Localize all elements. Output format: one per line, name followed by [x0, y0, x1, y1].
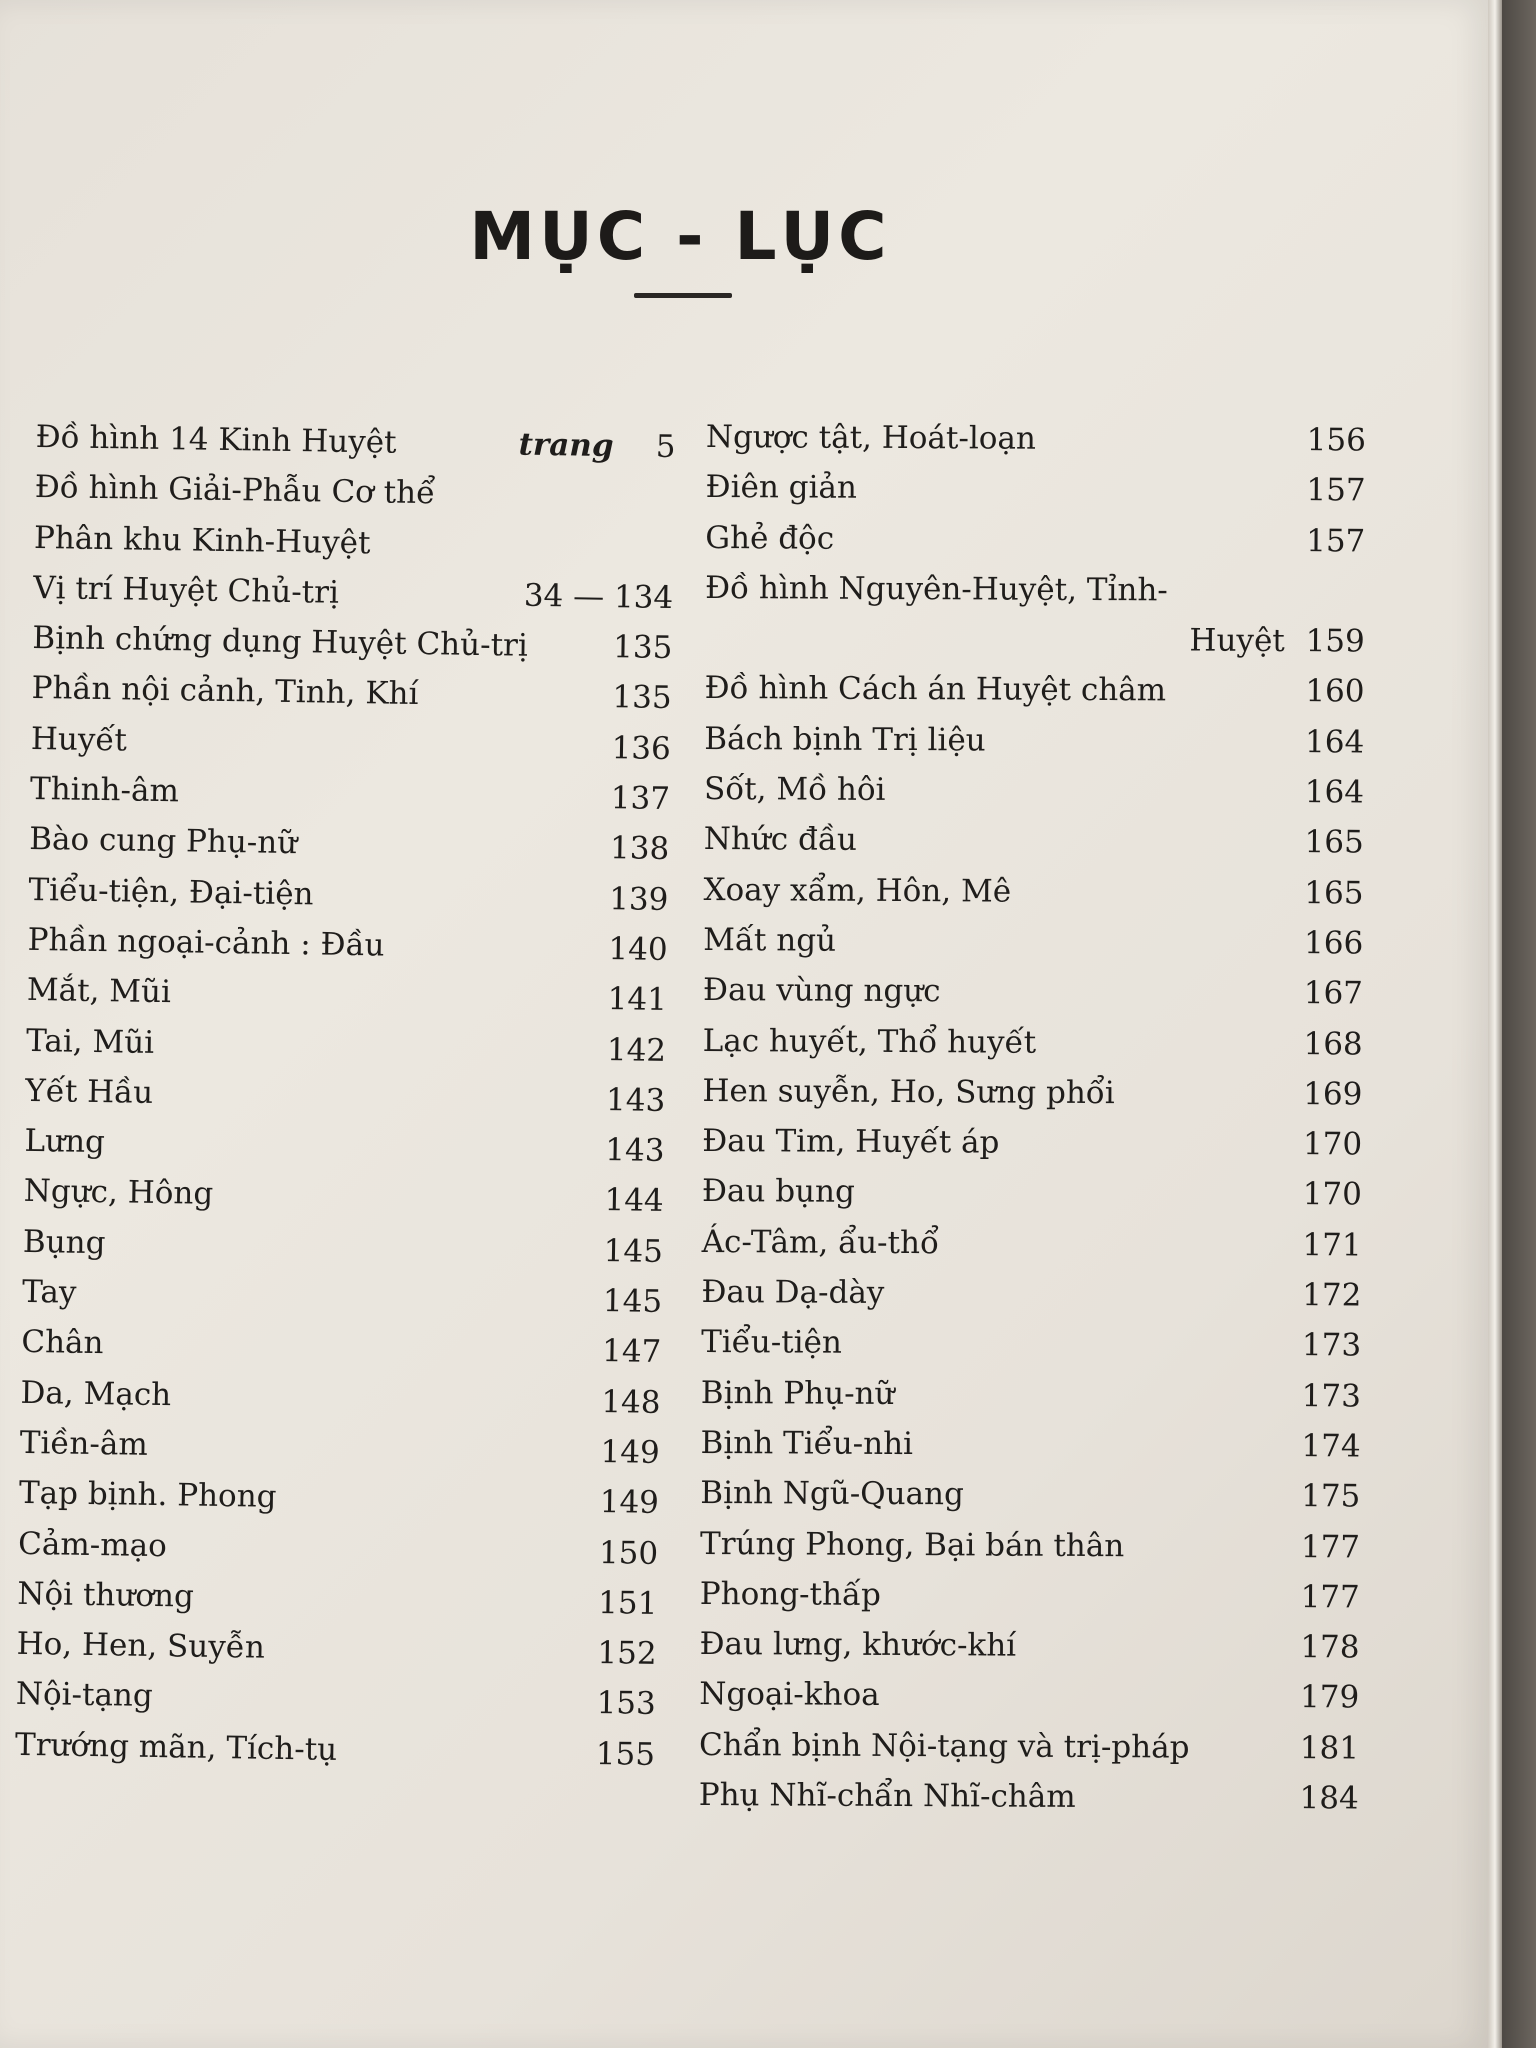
toc-entry-page: 34 — 134 — [523, 577, 674, 616]
toc-entry-page: 164 — [1305, 723, 1365, 761]
toc-entry-label: Ác-Tâm, ẩu-thổ — [701, 1223, 940, 1261]
toc-entry-label: Nhức đầu — [703, 821, 857, 859]
toc-entry-label: Ghẻ độc — [705, 519, 835, 557]
background-shadow — [1502, 0, 1536, 2048]
toc-entry-label: Mất ngủ — [703, 921, 837, 959]
toc-entry-page: 140 — [608, 931, 668, 968]
toc-entry-page: 177 — [1300, 1528, 1361, 1565]
toc-entry-page: 165 — [1304, 874, 1364, 912]
toc-entry — [706, 412, 1366, 466]
toc-entry-page: 152 — [597, 1635, 657, 1673]
toc-entry-label: Trướng mãn, Tích-tụ — [14, 1726, 338, 1768]
toc-entry-page: 160 — [1305, 673, 1365, 710]
toc-entry-page: 145 — [603, 1232, 664, 1270]
toc-entry — [705, 563, 1365, 617]
page-edge — [1488, 0, 1502, 2048]
toc-entry-label: Ngực, Hông — [23, 1173, 214, 1213]
toc-entry-page: 141 — [607, 981, 668, 1019]
toc-entry-label: Đau bụng — [701, 1173, 855, 1211]
toc-entry-page: 170 — [1302, 1176, 1363, 1213]
toc-entry — [703, 1016, 1363, 1070]
toc-entry-label: Chân — [21, 1324, 104, 1362]
toc-entry-page: 168 — [1303, 1025, 1363, 1063]
toc-entry-page: 149 — [600, 1433, 661, 1471]
toc-entry-page: 172 — [1302, 1277, 1362, 1314]
toc-entry-label: Bụng — [22, 1223, 106, 1261]
toc-entry-page: 135 — [612, 679, 672, 717]
toc-entry-page: 157 — [1306, 472, 1366, 509]
toc-entry — [700, 1468, 1360, 1522]
toc-entry-label: Huyệt — [1189, 622, 1285, 660]
page-title: MỤC - LỤC — [469, 198, 891, 275]
toc-entry-label: Đau lưng, khước-khí — [699, 1626, 1017, 1664]
toc-entry-page: 157 — [1306, 522, 1366, 560]
toc-entry-label: Ho, Hen, Suyễn — [16, 1625, 266, 1666]
toc-entry-trang: trang — [518, 426, 614, 465]
toc-entry-label: Sốt, Mồ hôi — [703, 771, 886, 809]
toc-entry — [705, 513, 1365, 567]
toc-entry-label: Điên giản — [705, 469, 858, 507]
toc-entry-label: Trúng Phong, Bại bán thân — [699, 1525, 1125, 1564]
toc-entry-label: Lưng — [24, 1123, 106, 1161]
toc-entry — [701, 1317, 1361, 1371]
toc-entry-page: 139 — [608, 880, 669, 918]
toc-entry-label: Ngược tật, Hoát-loạn — [705, 418, 1037, 457]
toc-entry-label: Đau vùng ngực — [702, 972, 941, 1010]
toc-entry-label: Chẩn bịnh Nội-tạng và trị-pháp — [698, 1726, 1190, 1766]
toc-entry-page: 147 — [601, 1333, 662, 1371]
toc-entry-page: 153 — [596, 1685, 657, 1723]
toc-entry-page: 138 — [609, 830, 670, 868]
toc-entry-label: Mắt, Mũi — [26, 972, 172, 1011]
toc-entry-page: 156 — [1306, 422, 1366, 459]
toc-entry-label: Lạc huyết, Thổ huyết — [702, 1022, 1037, 1061]
toc-entry — [15, 1720, 656, 1780]
toc-entry-page: 144 — [604, 1182, 664, 1220]
toc-entry-label: Tiền-âm — [19, 1424, 149, 1463]
toc-entry — [705, 613, 1365, 667]
toc-entry — [701, 1267, 1361, 1321]
toc-entry-label: Bịnh Phụ-nữ — [700, 1374, 895, 1412]
toc-entry-page: 151 — [597, 1584, 658, 1622]
toc-entry — [699, 1770, 1359, 1824]
toc-entry-page: 135 — [612, 629, 673, 667]
toc-entry-page: 169 — [1303, 1075, 1363, 1113]
toc-entry-label: Bào cung Phụ-nữ — [29, 821, 298, 862]
toc-entry-page: 159 — [1305, 623, 1365, 660]
toc-entry-page: 148 — [601, 1383, 661, 1421]
toc-entry — [699, 1619, 1359, 1673]
toc-entry-page: 181 — [1299, 1729, 1360, 1767]
toc-entry-label: Tay — [21, 1273, 77, 1311]
toc-entry — [702, 1066, 1362, 1120]
toc-entry-page: 178 — [1300, 1629, 1360, 1666]
toc-entry — [704, 814, 1364, 868]
toc-entry-page: 142 — [606, 1031, 667, 1069]
toc-entry-label: Tạp bịnh. Phong — [18, 1475, 277, 1516]
toc-entry-page: 173 — [1301, 1377, 1361, 1415]
toc-entry-page: 149 — [599, 1484, 660, 1522]
toc-entry — [700, 1519, 1360, 1573]
toc-entry-label: Phong-thấp — [699, 1575, 881, 1613]
toc-entry — [702, 1116, 1362, 1170]
toc-entry-page: 166 — [1303, 925, 1364, 962]
toc-entry-label: Phần nội cảnh, Tinh, Khí — [31, 670, 419, 713]
toc-entry-page: 167 — [1303, 975, 1364, 1012]
toc-entry-label: Ngoại-khoa — [699, 1676, 880, 1714]
toc-entry-label: Tai, Mũi — [25, 1022, 155, 1061]
toc-entry-page: 173 — [1301, 1327, 1362, 1364]
toc-entry — [699, 1669, 1359, 1723]
toc-entry-page: 155 — [595, 1735, 656, 1773]
toc-entry-label: Đau Tim, Huyết áp — [702, 1123, 1000, 1161]
toc-entry-label: Tiểu-tiện, Đại-tiện — [28, 871, 314, 913]
toc-entry-label: Tiểu-tiện — [701, 1324, 843, 1362]
toc-entry-label: Đồ hình Giải-Phẫu Cơ thể — [34, 469, 436, 512]
toc-entry-page: 137 — [610, 780, 671, 818]
toc-entry-label: Bịnh Ngũ-Quang — [700, 1475, 964, 1513]
title-underline — [634, 293, 732, 298]
toc-entry-label: Đồ hình Cách án Huyệt châm — [704, 670, 1167, 709]
toc-entry — [703, 965, 1363, 1019]
toc-entry — [699, 1720, 1359, 1774]
toc-entry-label: Phân khu Kinh-Huyệt — [33, 519, 371, 561]
toc-entry-label: Xoay xẩm, Hôn, Mê — [703, 871, 1012, 910]
toc-entry — [704, 663, 1364, 717]
toc-entry-page: 5 — [655, 428, 676, 466]
toc-entry — [704, 764, 1364, 818]
toc-entry — [703, 915, 1363, 969]
toc-entry-label: Nội thương — [17, 1575, 195, 1615]
toc-entry-page: 136 — [611, 729, 672, 767]
toc-entry-label: Phần ngoại-cảnh : Đầu — [27, 921, 385, 964]
toc-entry-page: 150 — [598, 1534, 659, 1572]
toc-entry-label: Bịnh chứng dụng Huyệt Chủ-trị — [32, 620, 529, 664]
toc-entry-label: Phụ Nhĩ-chẩn Nhĩ-châm — [698, 1776, 1076, 1815]
toc-entry-page: 143 — [605, 1132, 665, 1170]
toc-entry-page: 165 — [1304, 824, 1364, 861]
toc-entry — [703, 865, 1363, 919]
toc-entry-page: 184 — [1299, 1780, 1359, 1817]
toc-entry — [705, 462, 1365, 516]
toc-left-column — [14, 412, 676, 1842]
toc-entry-page: 164 — [1304, 774, 1365, 811]
toc-entry-label: Nội-tạng — [15, 1676, 154, 1715]
toc-entry-label: Đau Dạ-dày — [701, 1274, 885, 1311]
toc-entry-label: Đồ hình Nguyên-Huyệt, Tỉnh- — [704, 569, 1168, 609]
toc-entry-label: Vị trí Huyệt Chủ-trị — [32, 569, 340, 611]
toc-entry — [702, 1217, 1362, 1271]
toc-entry-page: 170 — [1302, 1126, 1363, 1163]
toc-entry-label: Hen suyễn, Ho, Sưng phổi — [702, 1072, 1115, 1112]
toc-entry — [702, 1166, 1362, 1220]
toc-entry-page: 145 — [602, 1283, 663, 1320]
toc-entry-page: 175 — [1301, 1478, 1361, 1515]
toc-entry-label: Đồ hình 14 Kinh Huyệt — [35, 418, 397, 461]
toc-entry — [704, 714, 1364, 768]
toc-entry-label: Yết Hầu — [25, 1072, 154, 1111]
toc-entry-label: Da, Mạch — [20, 1374, 172, 1413]
toc-entry-page: 179 — [1300, 1679, 1360, 1716]
toc-entry-label: Bách bịnh Trị liệu — [704, 720, 986, 759]
toc-entry-label: Thinh-âm — [29, 771, 180, 810]
toc-entry-page: 174 — [1301, 1428, 1361, 1465]
toc-entry — [700, 1418, 1360, 1472]
toc-entry-page: 171 — [1302, 1226, 1362, 1264]
toc-entry-page: 143 — [605, 1081, 666, 1119]
toc-entry-label: Cảm-mạo — [17, 1525, 168, 1564]
toc-entry — [700, 1569, 1360, 1623]
toc-entry — [701, 1368, 1361, 1422]
toc-entry-label: Huyết — [30, 720, 128, 759]
toc-entry-label: Bịnh Tiểu-nhi — [700, 1424, 914, 1463]
toc-right-column — [699, 412, 1366, 1835]
toc-entry-page: 177 — [1300, 1578, 1360, 1616]
